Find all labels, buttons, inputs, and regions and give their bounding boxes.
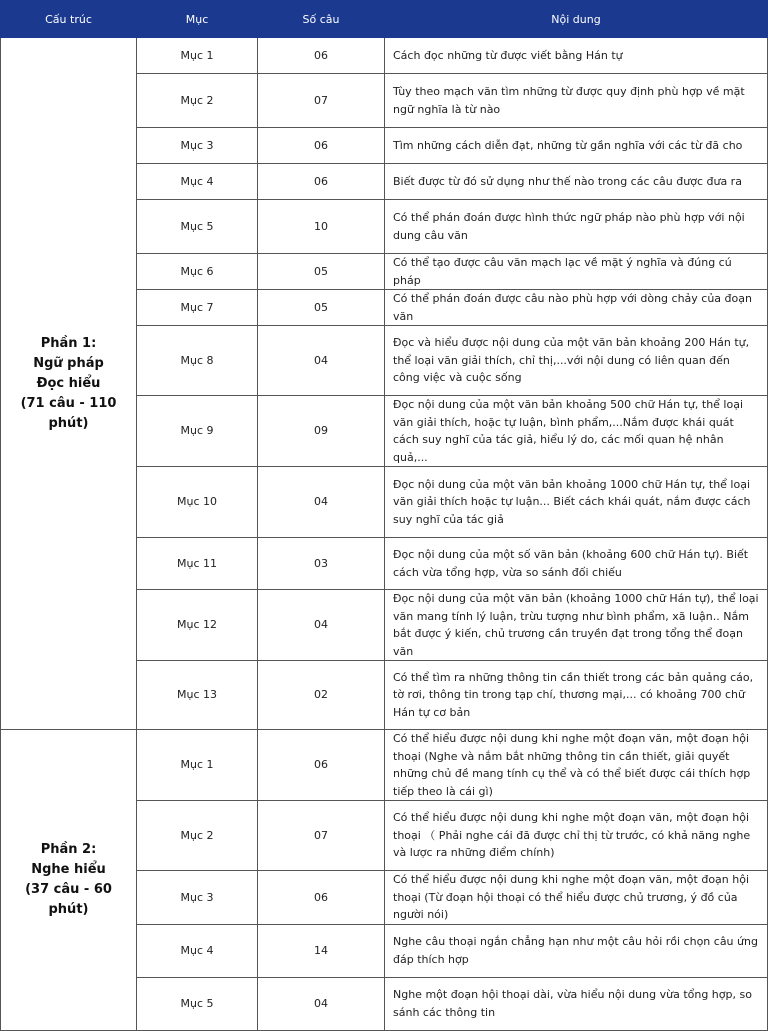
noi-dung-cell: Có thể phán đoán được câu nào phù hợp với dòng chảy của đoạn văn — [385, 290, 768, 326]
section-title-line: Phần 1: — [40, 335, 97, 351]
muc-cell: Mục 3 — [137, 128, 258, 164]
muc-cell: Mục 2 — [137, 74, 258, 128]
noi-dung-cell: Có thể tạo được câu văn mạch lạc về mặt ý nghĩa và đúng cú pháp — [385, 254, 768, 290]
muc-cell: Mục 11 — [137, 538, 258, 590]
section-title-line: Đọc hiểu — [36, 375, 101, 391]
muc-cell: Mục 4 — [137, 924, 258, 977]
noi-dung-cell: Cách đọc những từ được viết bằng Hán tự — [385, 38, 768, 74]
section-title-line: (71 câu - 110 phút) — [20, 395, 117, 431]
so-cau-cell: 06 — [258, 164, 385, 200]
noi-dung-cell: Đọc nội dung của một văn bản khoảng 1000 chữ Hán tự, thể loại văn giải thích hoặc tự luận... Biết cách khái quát, nắm được cách suy nghĩ của tác giả — [385, 467, 768, 538]
section-title-line: Ngữ pháp — [33, 355, 104, 371]
muc-cell: Mục 8 — [137, 326, 258, 396]
section-title-line: (37 câu - 60 phút) — [25, 881, 112, 917]
muc-cell: Mục 1 — [137, 38, 258, 74]
so-cau-cell: 06 — [258, 38, 385, 74]
noi-dung-cell: Tùy theo mạch văn tìm những từ được quy định phù hợp về mặt ngữ nghĩa là từ nào — [385, 74, 768, 128]
noi-dung-cell: Có thể tìm ra những thông tin cần thiết trong các bản quảng cáo, tờ rơi, thông tin trong tạp chí, thương mại,... có khoảng 700 chữ Hán tự cơ bản — [385, 661, 768, 730]
noi-dung-cell: Nghe câu thoại ngắn chẳng hạn như một câu hỏi rồi chọn câu ứng đáp thích hợp — [385, 924, 768, 977]
noi-dung-cell: Đọc và hiểu được nội dung của một văn bản khoảng 200 Hán tự, thể loại văn giải thích, chỉ thị,...với nội dung có liên quan đến công việc và cuộc sống — [385, 326, 768, 396]
so-cau-cell: 06 — [258, 730, 385, 801]
muc-cell: Mục 13 — [137, 661, 258, 730]
muc-cell: Mục 5 — [137, 977, 258, 1030]
so-cau-cell: 14 — [258, 924, 385, 977]
header-noi-dung: Nội dung — [385, 1, 768, 38]
muc-cell: Mục 2 — [137, 801, 258, 871]
so-cau-cell: 03 — [258, 538, 385, 590]
muc-cell: Mục 10 — [137, 467, 258, 538]
so-cau-cell: 04 — [258, 467, 385, 538]
section-title-line: Phần 2: — [40, 841, 97, 857]
table-body — [1, 38, 768, 1031]
table-row — [1, 730, 768, 801]
muc-cell: Mục 1 — [137, 730, 258, 801]
noi-dung-cell: Biết được từ đó sử dụng như thế nào trong các câu được đưa ra — [385, 164, 768, 200]
so-cau-cell: 04 — [258, 590, 385, 661]
so-cau-cell: 04 — [258, 977, 385, 1030]
muc-cell: Mục 9 — [137, 396, 258, 467]
noi-dung-cell: Đọc nội dung của một số văn bản (khoảng 600 chữ Hán tự). Biết cách vừa tổng hợp, vừa so sánh đối chiếu — [385, 538, 768, 590]
so-cau-cell: 06 — [258, 128, 385, 164]
header-cau-truc: Cấu trúc — [1, 1, 137, 38]
noi-dung-cell: Có thể hiểu được nội dung khi nghe một đoạn văn, một đoạn hội thoại (Nghe và nắm bắt những thông tin cần thiết, giải quyết những chủ đề mang tính cụ thể và có thể biết được cái thích hợp tiếp theo là cái gì) — [385, 730, 768, 801]
so-cau-cell: 10 — [258, 200, 385, 254]
noi-dung-cell: Có thể hiểu được nội dung khi nghe một đoạn văn, một đoạn hội thoại （ Phải nghe cái đã được chỉ thị từ trước, có khả năng nghe và lược ra những điểm chính) — [385, 801, 768, 871]
so-cau-cell: 05 — [258, 254, 385, 290]
so-cau-cell: 02 — [258, 661, 385, 730]
muc-cell: Mục 4 — [137, 164, 258, 200]
header-row — [1, 1, 768, 38]
table-row — [1, 38, 768, 74]
header-so-cau: Số câu — [258, 1, 385, 38]
so-cau-cell: 07 — [258, 74, 385, 128]
muc-cell: Mục 12 — [137, 590, 258, 661]
section-title-line: Nghe hiểu — [31, 861, 106, 877]
muc-cell: Mục 7 — [137, 290, 258, 326]
noi-dung-cell: Đọc nội dung của một văn bản (khoảng 1000 chữ Hán tự), thể loại văn mang tính lý luận, trừu tượng như bình phẩm, xã luận.. Nắm bắt được ý kiến, chủ trương cần truyền đạt trong tổng thể đoạn văn — [385, 590, 768, 661]
noi-dung-cell: Có thể phán đoán được hình thức ngữ pháp nào phù hợp với nội dung câu văn — [385, 200, 768, 254]
noi-dung-cell: Tìm những cách diễn đạt, những từ gần nghĩa với các từ đã cho — [385, 128, 768, 164]
section-title — [1, 38, 137, 730]
noi-dung-cell: Nghe một đoạn hội thoại dài, vừa hiểu nội dung vừa tổng hợp, so sánh các thông tin — [385, 977, 768, 1030]
header-muc: Mục — [137, 1, 258, 38]
noi-dung-cell: Đọc nội dung của một văn bản khoảng 500 chữ Hán tự, thể loại văn giải thích, hoặc tự luận, bình phẩm,...Nắm được khái quát cách suy nghĩ của tác giả, hiểu lý do, các mối quan hệ nhân quả,... — [385, 396, 768, 467]
so-cau-cell: 05 — [258, 290, 385, 326]
muc-cell: Mục 5 — [137, 200, 258, 254]
so-cau-cell: 07 — [258, 801, 385, 871]
noi-dung-cell: Có thể hiểu được nội dung khi nghe một đoạn văn, một đoạn hội thoại (Từ đoạn hội thoại có thể hiểu được chủ trương, ý đồ của người nói) — [385, 871, 768, 925]
muc-cell: Mục 6 — [137, 254, 258, 290]
so-cau-cell: 04 — [258, 326, 385, 396]
muc-cell: Mục 3 — [137, 871, 258, 925]
section-title — [1, 730, 137, 1031]
so-cau-cell: 09 — [258, 396, 385, 467]
so-cau-cell: 06 — [258, 871, 385, 925]
